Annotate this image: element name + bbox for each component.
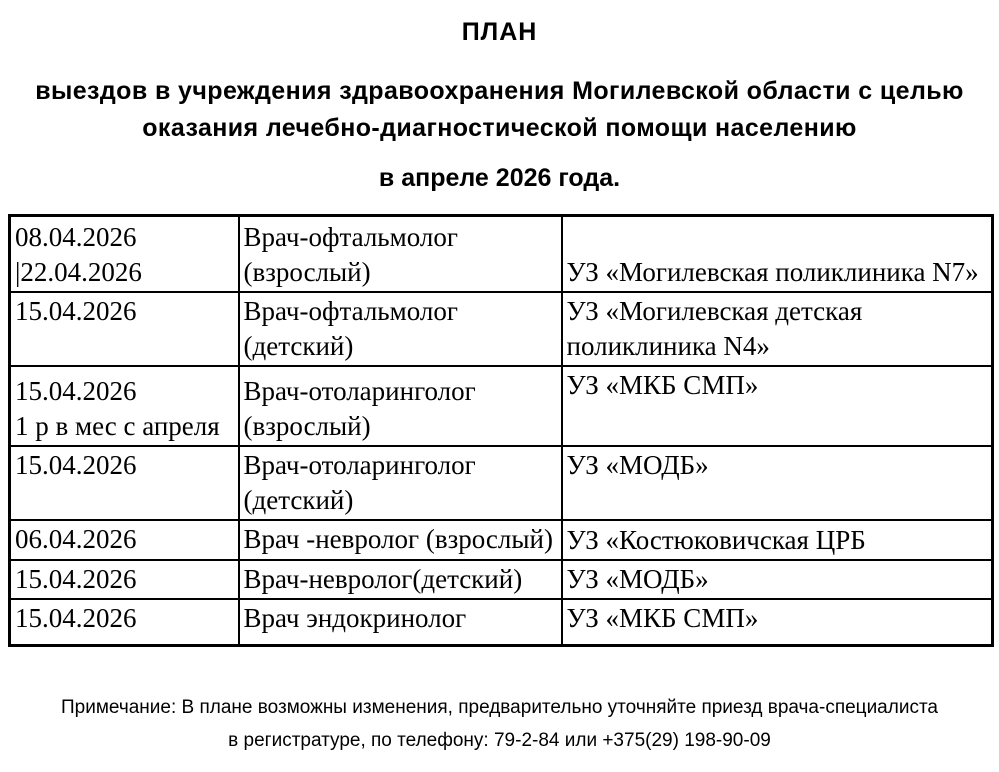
visit-date-cell [10,446,239,520]
doctor-specialty: Врач-офтальмолог [243,295,458,326]
doctor-specialty: Врач-невролог(детский) [243,563,523,594]
doctor-specialty: Врач эндокринолог [243,602,467,633]
facility-cell [562,520,993,560]
facility-name: поликлиника N4» [566,330,770,361]
subtitle-line-2: оказания лечебно-диагностической помощи населению [142,114,857,142]
doctor-specialty: (взрослый) [243,410,371,441]
footnote [0,691,999,757]
facility-cell [562,446,993,520]
doctor-cell [239,520,562,560]
visit-date: 08.04.2026 [15,221,137,252]
visit-date-cell [10,520,239,560]
period-line: в апреле 2026 года. [378,164,621,192]
visit-frequency: 1 р в мес с апреля [15,410,220,441]
visit-date-cell [10,560,239,599]
visit-date: 15.04.2026 [15,563,137,594]
subtitle-line-1: выездов в учреждения здравоохранения Могилевской области с целью [35,77,964,105]
facility-name: УЗ «МОДБ» [566,563,709,594]
footnote-line-1: Примечание: В плане возможны изменения, предварительно уточняйте приезд врача-специалиста [60,697,938,718]
page-title: ПЛАН [461,18,538,46]
schedule-row [10,599,993,646]
visit-date: 15.04.2026 [15,602,137,633]
facility-cell [562,560,993,599]
schedule-row [10,366,993,446]
schedule-row [10,520,993,560]
facility-cell [562,292,993,366]
doctor-cell [239,216,562,292]
doctor-specialty: Врач-отоларинголог [243,375,476,406]
doctor-specialty: (взрослый) [243,256,371,287]
facility-cell [562,366,993,446]
facility-name: УЗ «МОДБ» [566,449,709,480]
footnote-line-2: в регистратуре, по телефону: 79-2-84 или +375(29) 198-90-09 [228,730,771,751]
schedule-row [10,560,993,599]
doctor-cell [239,599,562,646]
facility-name: УЗ «МКБ СМП» [566,602,759,633]
schedule-row [10,216,993,292]
doctor-cell [239,446,562,520]
facility-name: УЗ «Костюковичская ЦРБ [566,524,866,555]
schedule-row [10,292,993,366]
doctor-cell [239,292,562,366]
visit-date-cell [10,366,239,446]
facility-name: УЗ «МКБ СМП» [566,369,759,400]
visit-date: 15.04.2026 [15,295,137,326]
facility-name: УЗ «Могилевская детская [566,295,863,326]
visit-date: 15.04.2026 [15,449,137,480]
doctor-specialty: (детский) [243,330,354,361]
doctor-specialty: Врач -невролог (взрослый) [243,524,553,554]
facility-name: УЗ «Могилевская поликлиника N7» [566,256,979,287]
visit-date: 06.04.2026 [15,524,137,554]
facility-cell [562,599,993,646]
facility-cell [562,216,993,292]
visit-date-cell [10,292,239,366]
doctor-cell [239,366,562,446]
document-page [0,18,999,772]
visit-date: 15.04.2026 [15,375,137,406]
visit-date: |22.04.2026 [15,256,142,287]
visit-date-cell [10,216,239,292]
schedule-table [8,214,994,647]
doctor-specialty: Врач-отоларинголог [243,449,476,480]
visit-date-cell [10,599,239,646]
doctor-cell [239,560,562,599]
doctor-specialty: (детский) [243,484,354,515]
doctor-specialty: Врач-офтальмолог [243,221,458,252]
schedule-row [10,446,993,520]
